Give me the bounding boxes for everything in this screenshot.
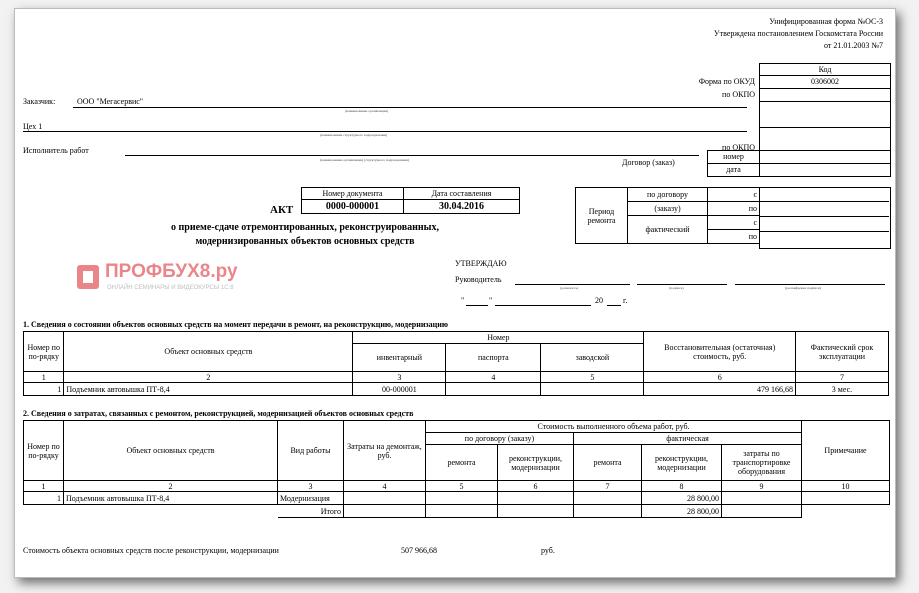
approve-line-post: [515, 284, 630, 285]
approve-quote-open: ": [461, 296, 465, 305]
s1-h-cost: Восстановительная (остаточная) стоимость, руб.: [644, 332, 796, 372]
s2-row-repair2: [574, 492, 642, 505]
s1-row-life: 3 мес.: [795, 383, 888, 396]
s2-h-repair: ремонта: [426, 445, 498, 481]
period-from-2: с: [708, 216, 760, 230]
s2-row-dem: [344, 492, 426, 505]
contract-date-label-cell: [707, 163, 760, 177]
approve-title: УТВЕРЖДАЮ: [455, 259, 507, 268]
s1-row-factory: [541, 383, 644, 396]
contractor-label: Исполнитель работ: [23, 146, 89, 155]
s1-h-num: Номер по по-рядку: [24, 332, 64, 372]
s2-idx-8: 8: [642, 481, 722, 492]
approve-line-sign: [637, 284, 727, 285]
s2-h-contract: по договору (заказу): [426, 433, 574, 445]
period-value-line-1: [759, 201, 889, 202]
s2-total-recon: [498, 505, 574, 518]
logo-tagline: ОНЛАЙН СЕМИНАРЫ И ВИДЕОКУРСЫ 1С:8: [107, 285, 234, 291]
contract-label: Договор (заказ): [622, 158, 675, 167]
s2-idx-7: 7: [574, 481, 642, 492]
s1-idx-6: 6: [644, 372, 796, 383]
watermark-logo: [77, 261, 377, 297]
period-label1: Период: [588, 206, 615, 216]
s2-idx-2: 2: [64, 481, 278, 492]
s2-h-obj: Объект основных средств: [64, 421, 278, 481]
s2-total-dem: [344, 505, 426, 518]
s1-idx-2: 2: [64, 372, 353, 383]
s2-row-transport: [722, 492, 802, 505]
footer-label: Стоимость объекта основных средств после реконструкции, модернизации: [23, 546, 279, 555]
period-to-2: по: [708, 230, 760, 244]
period-by-contract2: (заказу): [628, 202, 708, 216]
s2-data-row: [24, 492, 890, 505]
s2-total-row: [24, 505, 890, 518]
customer-hint: (наименование организации): [345, 109, 389, 113]
dept-value: Цех 1: [23, 122, 43, 131]
s2-row-num: 1: [24, 492, 64, 505]
dept-line: [23, 131, 747, 132]
s1-h-number: Номер: [353, 332, 644, 344]
period-value-line-2: [759, 216, 889, 217]
s2-h-cost: Стоимость выполненного объема работ, руб.: [426, 421, 802, 433]
s2-total-value: 28 800,00: [642, 505, 722, 518]
s1-idx-4: 4: [446, 372, 541, 383]
s2-idx-10: 10: [802, 481, 890, 492]
s1-h-life: Фактический срок эксплуатации: [795, 332, 888, 372]
s1-row-pass: [446, 383, 541, 396]
s1-h-inv: инвентарный: [353, 344, 446, 372]
s1-data-row: [24, 383, 889, 396]
s1-row-inv: 00-000001: [353, 383, 446, 396]
period-label-cell: [576, 188, 628, 244]
approve-day-line: [466, 305, 488, 306]
s2-row-recon: [498, 492, 574, 505]
okpo-label: по ОКПО: [722, 90, 755, 99]
s2-idx-4: 4: [344, 481, 426, 492]
s2-total-repair: [426, 505, 498, 518]
s1-h-obj: Объект основных средств: [64, 332, 353, 372]
s2-row-note: [802, 492, 890, 505]
period-value-line-3: [759, 231, 889, 232]
s1-row-num: 1: [24, 383, 64, 396]
s2-total-label: Итого: [278, 505, 344, 518]
s1-h-pass: паспорта: [446, 344, 541, 372]
s2-row-recon2: 28 800,00: [642, 492, 722, 505]
okud-label: Форма по ОКУД: [698, 77, 755, 86]
s1-idx-3: 3: [353, 372, 446, 383]
kod-label: Код: [818, 65, 832, 74]
approve-hint-post: (должность): [560, 286, 579, 290]
s2-h-kind: Вид работы: [278, 421, 344, 481]
okpo2-cell: [759, 127, 891, 151]
s2-h-dem: Затраты на демонтаж, руб.: [344, 421, 426, 481]
contract-date-label: дата: [726, 165, 741, 174]
blank-cell-1: [759, 101, 891, 128]
doc-number-table: [301, 187, 520, 214]
okpo-cell: [759, 88, 891, 102]
s2-idx-3: 3: [278, 481, 344, 492]
s2-row-obj: Подъемник автовышка ПТ-8,4: [64, 492, 278, 505]
doc-number-header: Номер документа: [302, 188, 404, 200]
logo-brand: ПРОФБУХ8.ру: [105, 261, 238, 282]
document-sheet: [14, 8, 896, 578]
contract-number-label-cell: [707, 150, 760, 164]
s1-idx-1: 1: [24, 372, 64, 383]
s1-row-obj: Подъемник автовышка ПТ-8,4: [64, 383, 353, 396]
approve-hint-decode: (расшифровка подписи): [785, 286, 821, 290]
form-approved-date: от 21.01.2003 №7: [823, 41, 883, 50]
s1-row-cost: 479 166,68: [644, 383, 796, 396]
s2-h-repair2: ремонта: [574, 445, 642, 481]
approve-year-line: [607, 305, 621, 306]
s2-row-repair: [426, 492, 498, 505]
s2-h-recon2: реконструкции, модернизации: [642, 445, 722, 481]
contract-date-cell: [759, 163, 891, 177]
form-approved: Утверждена постановлением Госкомстата России: [713, 29, 883, 38]
approve-month-line: [495, 305, 591, 306]
approve-quote-close: ": [489, 296, 493, 305]
okud-cell: [759, 75, 891, 89]
doc-date-header: Дата составления: [404, 188, 520, 200]
approve-line-decode: [735, 284, 885, 285]
customer-label: Заказчик:: [23, 97, 56, 106]
customer-line: [73, 107, 747, 108]
period-values-box: [759, 187, 891, 249]
doc-number: 0000-000001: [302, 200, 404, 214]
s1-h-factory: заводской: [541, 344, 644, 372]
s2-total-repair2: [574, 505, 642, 518]
contractor-line: [125, 155, 699, 156]
section1-title: 1. Сведения о состоянии объектов основных средств на момент передачи в ремонт, на реконструкцию, модернизацию: [23, 320, 448, 329]
act-title-line2: модернизированных объектов основных средств: [195, 236, 415, 247]
s2-h-note: Примечание: [802, 421, 890, 481]
approve-head: Руководитель: [455, 275, 502, 284]
act-title-line1: о приеме-сдаче отремонтированных, реконструированных,: [171, 222, 439, 233]
section1-table: [23, 331, 889, 396]
footer-unit: руб.: [541, 546, 555, 555]
s2-idx-9: 9: [722, 481, 802, 492]
s2-h-transport: затраты по транспортировке оборудования: [722, 445, 802, 481]
section2-table: [23, 420, 890, 518]
s2-h-actual: фактическая: [574, 433, 802, 445]
s2-idx-6: 6: [498, 481, 574, 492]
s1-idx-5: 5: [541, 372, 644, 383]
contract-number-cell: [759, 150, 891, 164]
approve-year-suffix: г.: [623, 296, 628, 305]
period-table: [575, 187, 760, 244]
period-actual: фактический: [628, 216, 708, 244]
form-title: Унифицированная форма №ОС-3: [769, 17, 883, 26]
period-by-contract1: по договору: [628, 188, 708, 202]
logo-icon: [77, 263, 103, 291]
period-to-1: по: [708, 202, 760, 216]
period-from-1: с: [708, 188, 760, 202]
contractor-hint: (наименование организации) (структурного подразделения): [320, 158, 410, 162]
s2-idx-5: 5: [426, 481, 498, 492]
footer-value: 507 966,68: [401, 546, 437, 555]
doc-date: 30.04.2016: [404, 200, 520, 214]
contract-number-label: номер: [723, 152, 744, 161]
s2-idx-1: 1: [24, 481, 64, 492]
customer-value: ООО "Мегасервис": [77, 97, 144, 106]
section2-title: 2. Сведения о затратах, связанных с ремонтом, реконструкцией, модернизацией объектов основных средств: [23, 409, 414, 418]
okud-value: 0306002: [811, 77, 839, 86]
act-label: АКТ: [270, 204, 294, 216]
s2-row-kind: Модернизация: [278, 492, 344, 505]
period-label2: ремонта: [587, 215, 616, 225]
s2-total-transport: [722, 505, 802, 518]
s2-h-num: Номер по по-рядку: [24, 421, 64, 481]
okpo2-label: по ОКПО: [722, 143, 755, 152]
s2-h-recon: реконструкции, модернизации: [498, 445, 574, 481]
approve-hint-sign: (подпись): [669, 286, 684, 290]
dept-hint: (наименование структурного подразделения): [320, 133, 388, 137]
approve-year: 20: [595, 296, 603, 305]
s1-idx-7: 7: [795, 372, 888, 383]
